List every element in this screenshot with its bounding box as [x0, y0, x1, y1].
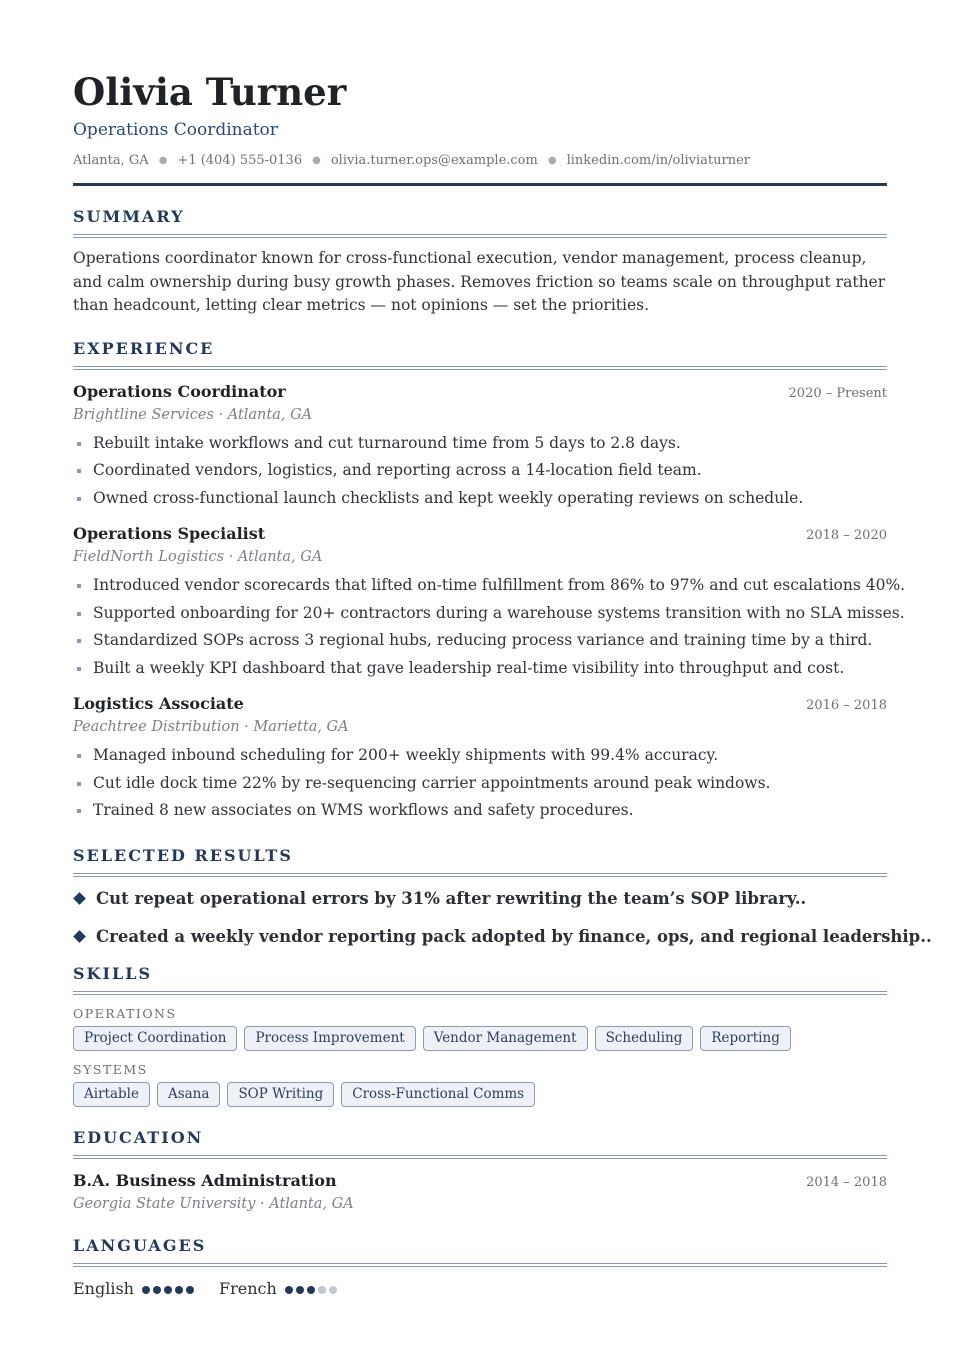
proficiency-dots [285, 1279, 340, 1298]
candidate-name: Olivia Turner [73, 70, 347, 114]
contact-email[interactable]: olivia.turner.ops@example.com [330, 153, 538, 168]
contact-phone: +1 (404) 555-0136 [177, 153, 303, 168]
proficiency-dot-empty [318, 1286, 326, 1294]
proficiency-dot-filled [285, 1286, 293, 1294]
job-title: Operations Specialist [73, 524, 266, 543]
job-header [73, 692, 887, 715]
proficiency-dots [142, 1279, 197, 1298]
contact-line [73, 152, 887, 171]
job-bullet: Cut idle dock time 22% by re-sequencing carrier appointments around peak windows. [73, 770, 887, 798]
language-item [219, 1279, 340, 1298]
contact-separator: ● [547, 155, 557, 166]
language-name: English [73, 1278, 134, 1298]
skill-chip: Process Improvement [244, 1026, 415, 1051]
section-divider [73, 234, 887, 238]
languages-heading: LANGUAGES [73, 1235, 207, 1255]
skill-chip: Asana [157, 1082, 220, 1107]
language-item [73, 1279, 197, 1298]
result-item [73, 925, 932, 949]
header-divider [73, 183, 887, 186]
result-text: Cut repeat operational errors by 31% after rewriting the team’s SOP library.. [96, 888, 807, 908]
candidate-role: Operations Coordinator [73, 120, 278, 140]
job-dates: 2016 – 2018 [806, 698, 887, 713]
job-bullet: Standardized SOPs across 3 regional hubs, reducing process variance and training time by a third. [73, 627, 887, 655]
skill-chip: Reporting [700, 1026, 790, 1051]
proficiency-dot-filled [164, 1286, 172, 1294]
diamond-bullet-icon [73, 892, 86, 905]
skill-chip: Cross-Functional Comms [341, 1082, 535, 1107]
proficiency-dot-filled [175, 1286, 183, 1294]
section-divider [73, 366, 887, 370]
experience-heading: EXPERIENCE [73, 338, 215, 358]
job-header [73, 522, 887, 545]
skill-chip: Project Coordination [73, 1026, 237, 1051]
school: Georgia State University · Atlanta, GA [73, 1195, 354, 1212]
job-entry [73, 380, 887, 513]
skill-chip: SOP Writing [227, 1082, 334, 1107]
results-list [73, 887, 932, 949]
education-entry [73, 1169, 887, 1215]
job-title: Logistics Associate [73, 694, 244, 713]
section-divider [73, 1155, 887, 1159]
diamond-bullet-icon [73, 930, 86, 943]
job-entry [73, 522, 906, 682]
job-bullets [73, 430, 887, 513]
results-heading: SELECTED RESULTS [73, 845, 293, 865]
skill-chips [73, 1082, 887, 1107]
section-divider [73, 1263, 887, 1267]
job-title: Operations Coordinator [73, 381, 286, 401]
result-text: Created a weekly vendor reporting pack adopted by finance, ops, and regional leadership.. [96, 926, 932, 946]
proficiency-dot-filled [142, 1286, 150, 1294]
skill-group-label: OPERATIONS [73, 1005, 177, 1021]
job-bullet: Introduced vendor scorecards that lifted on-time fulfillment from 86% to 97% and cut escalations 40%. [73, 572, 887, 600]
contact-location: Atlanta, GA [73, 153, 149, 168]
proficiency-dot-filled [153, 1286, 161, 1294]
job-dates: 2018 – 2020 [806, 528, 887, 543]
job-organization: Brightline Services · Atlanta, GA [73, 406, 313, 423]
proficiency-dot-empty [329, 1286, 337, 1294]
job-bullet: Trained 8 new associates on WMS workflows and safety procedures. [73, 797, 887, 825]
job-bullet: Managed inbound scheduling for 200+ weekly shipments with 99.4% accuracy. [73, 742, 887, 770]
job-header [73, 380, 887, 403]
education-header [73, 1169, 887, 1192]
section-divider [73, 991, 887, 995]
resume-content [73, 68, 932, 1298]
section-divider [73, 873, 887, 877]
summary-heading: SUMMARY [73, 207, 185, 226]
job-bullets [73, 742, 887, 825]
job-organization: Peachtree Distribution · Marietta, GA [73, 719, 349, 735]
result-item [73, 887, 887, 911]
contact-separator: ● [312, 155, 321, 166]
job-bullet: Rebuilt intake workflows and cut turnaround time from 5 days to 2.8 days. [73, 430, 887, 458]
skill-chip: Vendor Management [423, 1026, 588, 1051]
job-organization: FieldNorth Logistics · Atlanta, GA [73, 549, 323, 565]
skills-heading: SKILLS [73, 963, 152, 983]
skill-chip: Scheduling [595, 1026, 694, 1051]
job-bullet: Built a weekly KPI dashboard that gave leadership real-time visibility into throughput and cost. [73, 655, 887, 683]
proficiency-dot-filled [186, 1286, 194, 1294]
skill-chip: Airtable [73, 1082, 150, 1107]
education-dates: 2014 – 2018 [806, 1174, 887, 1190]
job-dates: 2020 – Present [788, 385, 887, 401]
contact-linkedin[interactable]: linkedin.com/in/oliviaturner [566, 153, 751, 168]
job-bullet: Owned cross-functional launch checklists and kept weekly operating reviews on schedule. [73, 485, 887, 513]
proficiency-dot-filled [296, 1286, 304, 1294]
languages-list [73, 1279, 887, 1298]
language-name: French [218, 1278, 277, 1298]
job-bullet: Coordinated vendors, logistics, and reporting across a 14-location field team. [73, 457, 887, 485]
education-heading: EDUCATION [73, 1127, 204, 1147]
job-entry [73, 692, 887, 825]
summary-text: Operations coordinator known for cross-functional execution, vendor management, process cleanup, and calm ownership during busy growth phases. Removes friction so teams scale on throughput rather than headcount, letting clear metrics — not opinions — set the priorities. [73, 249, 886, 314]
contact-separator: ● [158, 155, 168, 166]
degree: B.A. Business Administration [73, 1170, 337, 1190]
proficiency-dot-filled [307, 1286, 315, 1294]
skill-group-label: SYSTEMS [73, 1061, 148, 1077]
job-bullet: Supported onboarding for 20+ contractors during a warehouse systems transition with no SLA misses. [73, 600, 887, 628]
skill-chips [73, 1026, 887, 1051]
job-bullets [73, 572, 906, 682]
